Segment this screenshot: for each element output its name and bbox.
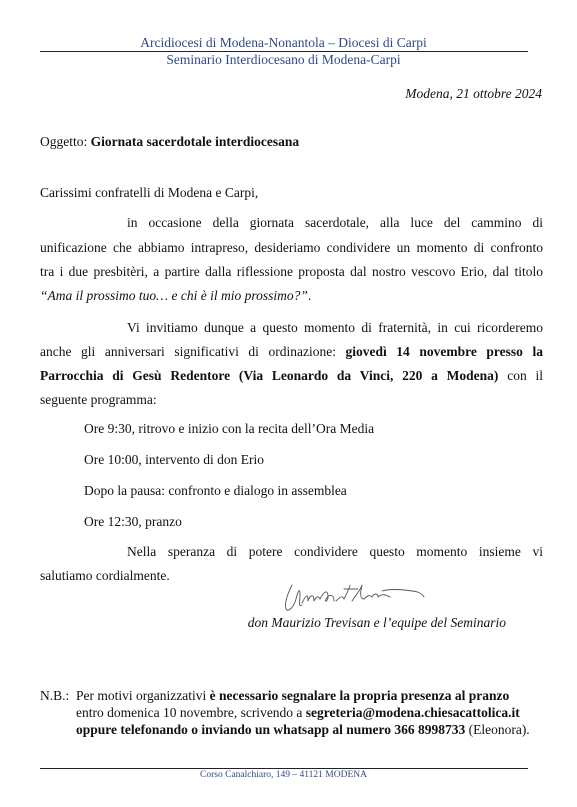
- letter-subject: Oggetto: Giornata sacerdotale interdiocesana: [40, 134, 300, 149]
- salutation: Carissimi confratelli di Modena e Carpi,: [40, 185, 259, 200]
- para2-line4: seguente programma:: [40, 392, 157, 407]
- nb-line2: entro domenica 10 novembre, scrivendo a segreteria@modena.chiesacattolica.it: [76, 705, 520, 720]
- signature-caption: don Maurizio Trevisan e l’equipe del Seminario: [247, 615, 506, 630]
- program-item: Dopo la pausa: confronto e dialogo in assemblea: [84, 483, 347, 498]
- footer-divider: [40, 768, 528, 769]
- letter-date: Modena, 21 ottobre 2024: [405, 86, 542, 101]
- para1-line1: in occasione della giornata sacerdotale, alla luce del cammino di: [127, 215, 543, 230]
- nb-line3: oppure telefonando o inviando un whatsapp al numero 366 8998733 (Eleonora).: [76, 722, 530, 737]
- para2-line1: Vi invitiamo dunque a questo momento di fraternità, in cui ricorderemo: [127, 320, 543, 335]
- para2-line2: anche gli anniversari significativi di ordinazione: giovedì 14 novembre presso la: [40, 344, 543, 359]
- header-diocese: Arcidiocesi di Modena-Nonantola – Diocesi di Carpi: [140, 35, 427, 50]
- closing-line2: salutiamo cordialmente.: [40, 568, 170, 583]
- program-item: Ore 10:00, intervento di don Erio: [84, 452, 264, 467]
- closing-line1: Nella speranza di potere condividere questo momento insieme vi: [127, 544, 543, 559]
- program-item: Ore 12:30, pranzo: [84, 514, 182, 529]
- nb-label: N.B.:: [40, 688, 70, 703]
- program-item: Ore 9:30, ritrovo e inizio con la recita dell’Ora Media: [84, 421, 375, 436]
- nb-line1: Per motivi organizzativi è necessario segnalare la propria presenza al pranzo: [76, 688, 510, 703]
- para1-line2: unificazione che abbiamo intrapreso, desideriamo condividere un momento di confronto: [40, 240, 543, 255]
- handwritten-signature: [278, 577, 428, 617]
- footer-address: Corso Canalchiaro, 149 – 41121 MODENA: [200, 770, 367, 780]
- header-seminary: Seminario Interdiocesano di Modena-Carpi: [166, 52, 401, 67]
- para1-quote: “Ama il prossimo tuo… e chi è il mio prossimo?”.: [40, 288, 312, 303]
- para2-line3: Parrocchia di Gesù Redentore (Via Leonardo da Vinci, 220 a Modena) con il: [40, 368, 543, 383]
- para1-line3: tra i due presbitèri, a partire dalla riflessione proposta dal nostro vescovo Erio, dal titolo: [40, 264, 543, 279]
